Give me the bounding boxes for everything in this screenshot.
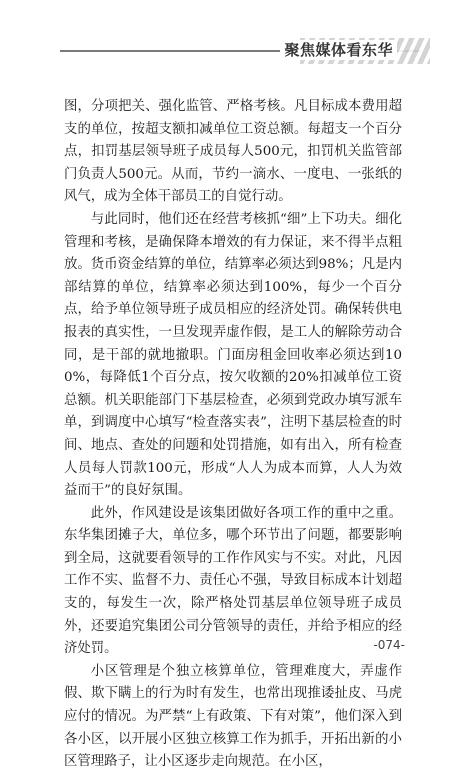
page-body xyxy=(64,96,402,774)
paragraph: 小区管理是个独立核算单位，管理难度大，弄虚作假、欺下瞒上的行为时有发生，也常出现推诿扯皮、马虎应付的情况。为严禁“上有政策、下有对策”，他们深入到各小区，以开展小区独立核算工作为抓手，开拓出新的小区管理路子，让小区逐步走向规范。在小区， xyxy=(64,663,402,770)
paragraph-continued: 图，分项把关、强化监管、严格考核。凡目标成本费用超支的单位，按超支额扣减单位工资总额。每超支一个百分点，扣罚基层领导班子成员每人500元，扣罚机关监管部门负责人500元。从而，节约一滴水、一度电、一张纸的风气，成为全体干部员工的自觉行动。 xyxy=(64,99,402,205)
paragraph: 与此同时，他们还在经营考核抓“细”上下功夫。细化管理和考核，是确保降本增效的有力保证，来不得半点粗放。货币资金结算的单位，结算率必须达到98%；凡是内部结算的单位，结算率必须达到100%，每少一个百分点，给予单位领导班子成员相应的经济处罚。确保转供电报表的真实性，一旦发现弄虚作假，是工人的解除劳动合同，是干部的就地撤职。门面房租金回收率必须达到100%，每降低1个百分点，按欠收额的20%扣减单位工资总额。机关职能部门下基层检查，必须到党政办填写派车单，到调度中心填写“检查落实表”，注明下基层检查的时间、地点、查处的问题和处罚措施，如有出入，所有检查人员每人罚款100元，形成“人人为成本而算，人人为效益而干”的良好氛围。 xyxy=(64,211,402,499)
page-number: -074- xyxy=(373,638,405,652)
running-header-title: 聚焦媒体看东华 xyxy=(280,40,397,60)
page-header xyxy=(0,0,467,80)
paragraph: 此外，作风建设是该集团做好各项工作的重中之重。东华集团摊子大，单位多，哪个环节出了问题，都要影响到全局，这就要看领导的工作作风实与不实。对此，凡因工作不实、监督不力、责任心不强，导致目标成本计划超支的，每发生一次，除严格处罚基层单位领导班子成员外，还要追究集团公司分管领导的责任，并给予相应的经济处罚。 xyxy=(64,505,402,657)
